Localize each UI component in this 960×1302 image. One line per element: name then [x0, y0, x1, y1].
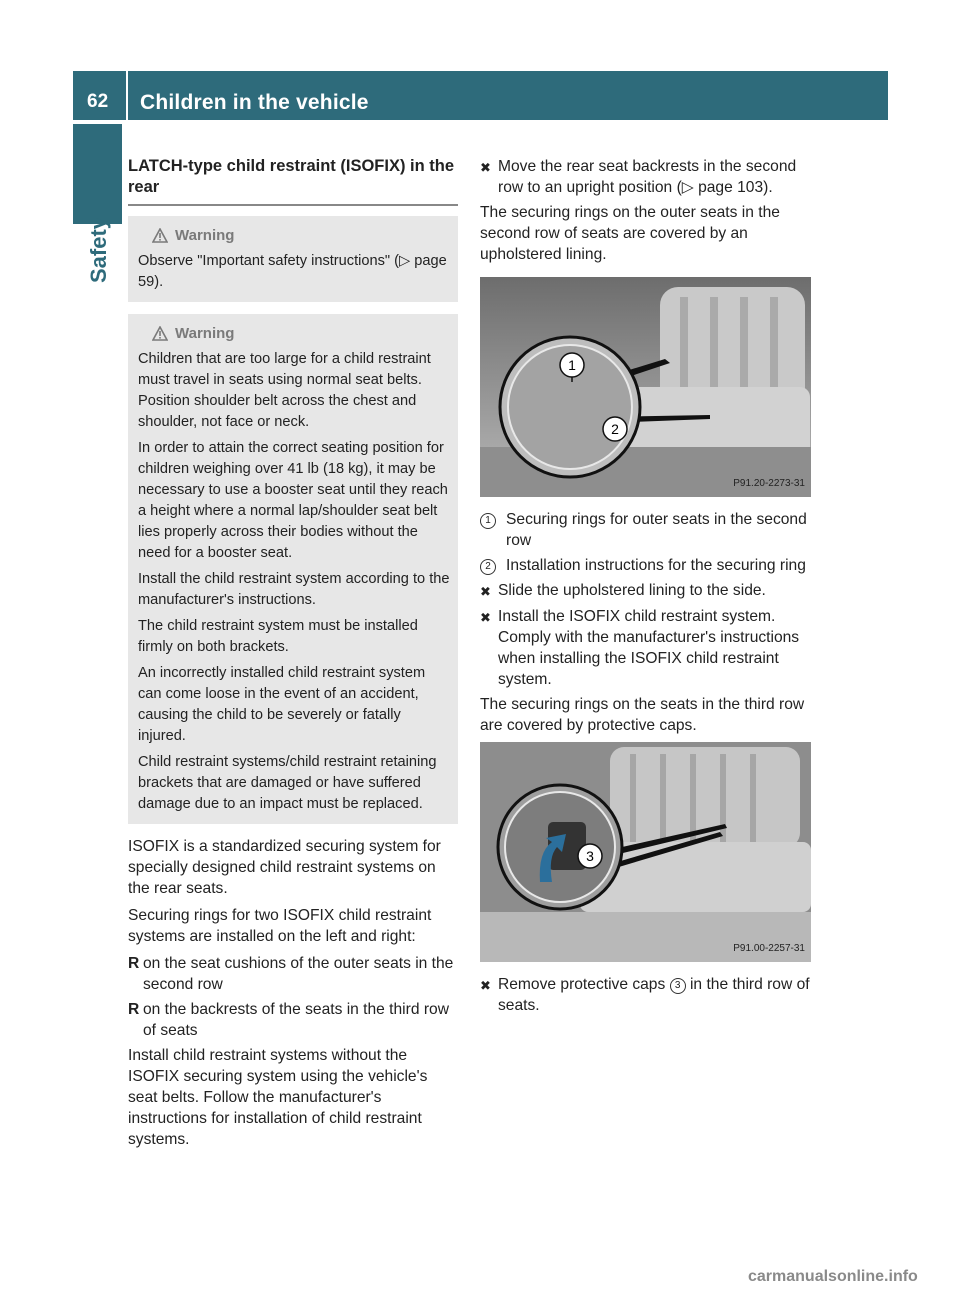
image-reference-code: P91.00-2257-31 [733, 943, 805, 954]
action-arrow-icon: ✖ [480, 584, 491, 599]
body-paragraph: Securing rings for two ISOFIX child restraint systems are installed on the left and right: [128, 907, 432, 945]
warning-triangle-icon [152, 228, 168, 243]
seat-illustration [480, 742, 811, 962]
number-marker: 1 [480, 513, 496, 529]
chapter-title: Children in the vehicle [140, 91, 369, 114]
body-paragraph: Install child restraint systems without the ISOFIX securing system using the vehicle's seat belts. Follow the manufacturer's instructions for installation of child restraint systems. [128, 1047, 428, 1148]
action-step: ✖ Install the ISOFIX child restraint system. Comply with the manufacturer's instructions when installing the ISOFIX child restraint system. [480, 608, 800, 688]
warning-box-1 [128, 216, 458, 302]
image-reference-code: P91.20-2273-31 [733, 478, 805, 489]
seat-illustration [480, 277, 811, 497]
warning-text: In order to attain the correct seating position for children weighing over 41 lb (18 kg), it may be necessary to use a booster seat until they reach a height where a normal lap/shoulder seat belt lies properly across their bodies without the need for a booster seat. [138, 440, 448, 561]
seat-photo-second-row [480, 277, 811, 497]
warning-heading [152, 225, 450, 246]
bullet-marker: R [128, 1001, 140, 1018]
callout-3: 3 [586, 848, 594, 864]
action-arrow-icon: ✖ [480, 160, 491, 175]
header-divider [126, 71, 128, 120]
watermark: carmanualsonline.info [748, 1268, 918, 1285]
side-tab-block [73, 124, 122, 224]
section-title: LATCH-type child restraint (ISOFIX) in the rear [128, 156, 458, 206]
warning-heading [152, 323, 450, 344]
warning-label: Warning [175, 227, 235, 244]
warning-text: An incorrectly installed child restraint system can come loose in the event of an accident, causing the child to be severely or fatally injured. [138, 665, 426, 744]
bullet-marker: R [128, 955, 140, 972]
body-paragraph: The securing rings on the outer seats in the second row of seats are covered by an upholstered lining. [480, 204, 780, 263]
side-tab-label: Safety [86, 216, 111, 283]
warning-text: The child restraint system must be installed firmly on both brackets. [138, 618, 418, 655]
legend-item: 2 Installation instructions for the securing ring [480, 555, 812, 576]
action-step: ✖ Slide the upholstered lining to the side. [480, 580, 812, 602]
warning-text: Children that are too large for a child restraint must travel in seats using normal seat belts. Position shoulder belt across the chest and shoulder, not face or neck. [138, 351, 431, 430]
warning-text: Child restraint systems/child restraint retaining brackets that are damaged or have suffered damage due to an impact must be replaced. [138, 754, 437, 812]
warning-label: Warning [175, 325, 235, 342]
body-paragraph: The securing rings on the seats in the third row are covered by protective caps. [480, 696, 805, 734]
number-marker: 2 [480, 559, 496, 575]
callout-1: 1 [568, 357, 576, 373]
warning-text: Observe "Important safety instructions" (▷ page 59). [138, 253, 447, 290]
warning-text: Install the child restraint system according to the manufacturer's instructions. [138, 571, 450, 608]
number-marker: 3 [670, 978, 686, 994]
action-arrow-icon: ✖ [480, 610, 491, 625]
left-column [128, 156, 458, 1156]
warning-box-2 [128, 314, 458, 824]
list-item: R on the backrests of the seats in the third row of seats [128, 1001, 449, 1039]
body-paragraph: ISOFIX is a standardized securing system for specially designed child restraint systems on the rear seats. [128, 838, 441, 897]
callout-2: 2 [611, 421, 619, 437]
warning-triangle-icon [152, 326, 168, 341]
page-header [73, 71, 888, 120]
action-arrow-icon: ✖ [480, 978, 491, 993]
list-item: R on the seat cushions of the outer seats in the second row [128, 955, 454, 993]
legend-item: 1 Securing rings for outer seats in the second row [480, 509, 812, 551]
page-number: 62 [87, 91, 109, 112]
action-step: ✖ Remove protective caps 3 in the third row of seats. [480, 976, 810, 1014]
seat-photo-third-row [480, 742, 811, 962]
right-column [480, 156, 812, 1020]
action-step: ✖ Move the rear seat backrests in the second row to an upright position (▷ page 103). [480, 158, 797, 196]
